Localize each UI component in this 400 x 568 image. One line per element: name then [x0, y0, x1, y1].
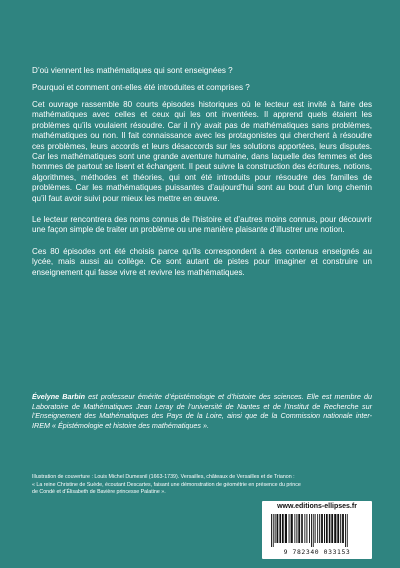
author-bio-body: est professeur émérite d’épistémologie et d’histoire des sciences. Elle est membre du Laboratoire de Mathématiques Jean Leray de l’université de Nantes et de l’Institut de Recherche sur l’Enseignement des Mathématiques des Pays de la Loire, ainsi que de la Commission nationale inter-IREM « Épistémologie et histoire des mathématiques ». — [32, 392, 372, 430]
description-paragraph: Cet ouvrage rassemble 80 courts épisodes historiques où le lecteur est invité à faire des mathématiques avec celles et ceux qui les ont inventées. Il apprend quels étaient les problèmes qu’ils voulaient résoudre. Car il n’y avait pas de mathématiques sans problèmes, mathématiques ou non. Il fait connaissance avec les protagonistes qui cherchent à résoudre ces problèmes, leurs accords et leurs désaccords sur les solutions apportées, leurs disputes. Car les mathématiques sont une grande aventure humaine, dans laquelle des femmes et des hommes de partout se lisent et échangent. Il peut suivre la construction des écritures, notions, algorithmes, méthodes et théories, qui ont été introduits pour résoudre des familles de problèmes. Car les mathématiques puissantes d’aujourd’hui sont au bout d’un long chemin qu’il faut avoir suivi pour mieux les mettre en œuvre. — [32, 100, 372, 203]
author-name: Évelyne Barbin — [32, 392, 86, 401]
illustration-credit — [32, 474, 372, 497]
author-bio-text — [32, 392, 372, 430]
author-bio — [32, 392, 372, 430]
publisher-website: www.editions-ellipses.fr — [277, 503, 357, 510]
credit-line: « La reine Christine de Suède, écoutant Descartes, faisant une démonstration de géométrie en présence du prince — [32, 481, 301, 488]
question-introduction: Pourquoi et comment ont-elles été introduites et comprises ? — [32, 83, 250, 92]
barcode-icon — [270, 514, 364, 547]
barcode-panel — [262, 501, 372, 559]
isbn-number: 9 782340 033153 — [283, 548, 351, 556]
credit-line: de Condé et d’Élisabeth de Bavière princesse Palatine ». — [32, 489, 166, 496]
opening-questions — [32, 66, 372, 100]
description — [32, 100, 372, 289]
description-paragraph: Le lecteur rencontrera des noms connus de l’histoire et d’autres moins connus, pour découvrir une façon simple de traiter un problème ou une manière plaisante d’illustrer une notion. — [32, 215, 372, 235]
description-paragraph: Ces 80 épisodes ont été choisis parce qu’ils correspondent à des contenus enseignés au lycée, mais aussi au collège. Ce sont autant de pistes pour imaginer et construire un enseignement qui fasse vivre et revivre les mathématiques. — [32, 246, 372, 277]
credit-line: Illustration de couverture : Louis Michel Dumesnil (1663-1739). Versailles, châteaux de Versailles et de Trianon : — [32, 474, 295, 480]
question-origin: D’où viennent les mathématiques qui sont enseignées ? — [32, 66, 233, 75]
